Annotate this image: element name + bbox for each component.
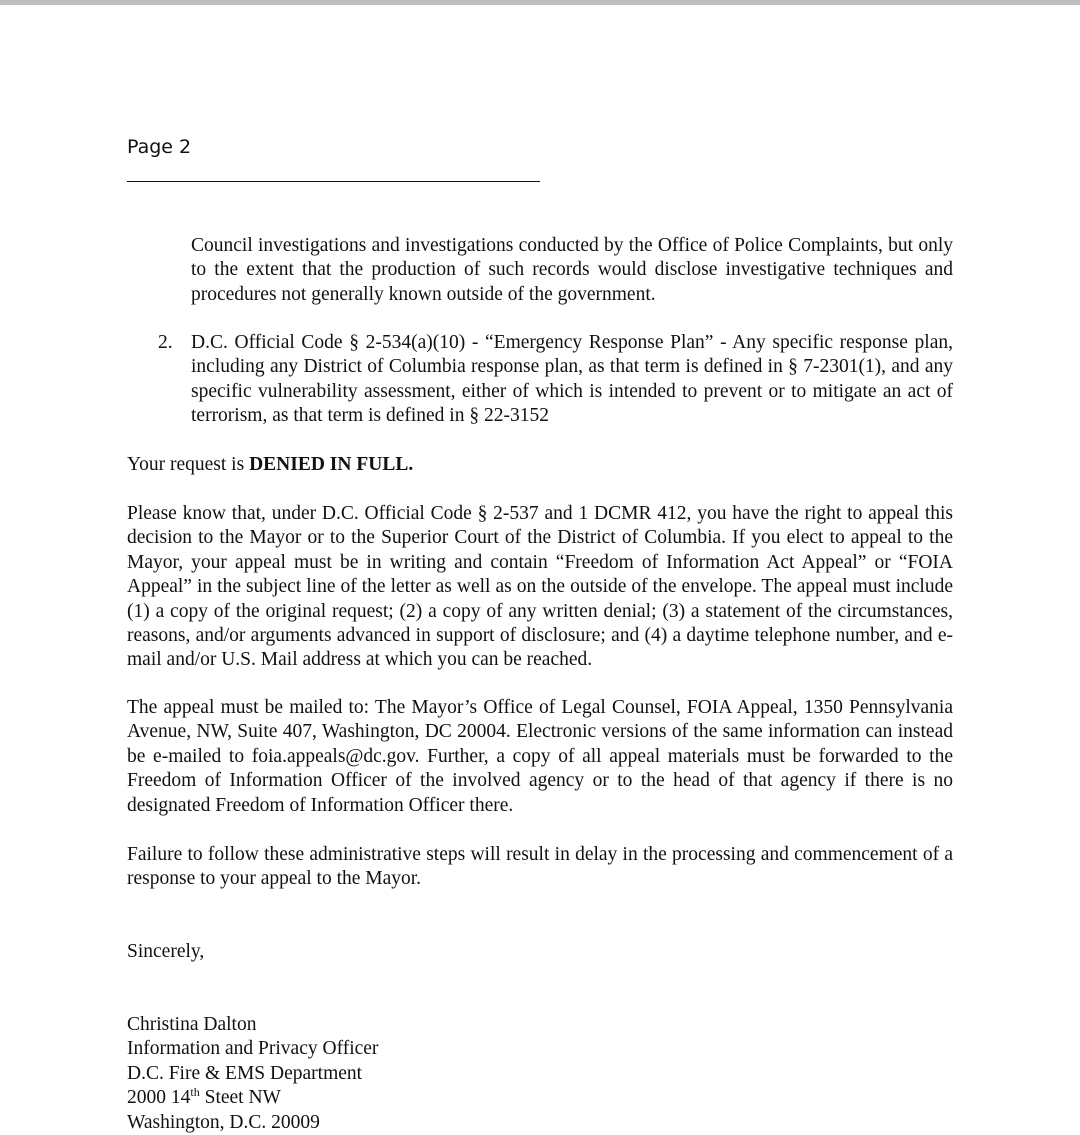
list-item-2-text: D.C. Official Code § 2-534(a)(10) - “Emergency Response Plan” - Any specific response plan, including any District of Columbia response plan, as that term is defined in § 7-2301(1), and any specific vulnerability assessment, either of which is intended to prevent or to mitigate an act of terrorism, as that term is defined in § 22-3152	[191, 332, 953, 427]
top-border	[0, 0, 1080, 5]
street-number: 2000 14	[127, 1087, 191, 1109]
appeal-rights-paragraph: Please know that, under D.C. Official Code § 2-537 and 1 DCMR 412, you have the right to appeal this decision to the Mayor or to the Superior Court of the District of Columbia. If you elect to appeal to the Mayor, your appeal must be in writing and contain “Freedom of Information Act Appeal” or “FOIA Appeal” in the subject line of the letter as well as on the outside of the envelope. The appeal must include (1) a copy of the original request; (2) a copy of any written denial; (3) a statement of the circumstances, reasons, and/or arguments advanced in support of disclosure; and (4) a daytime telephone number, and e-mail and/or U.S. Mail address at which you can be reached.	[127, 503, 953, 671]
signer-city-line: Washington, D.C. 20009	[127, 1111, 320, 1133]
signer-title: Information and Privacy Officer	[127, 1038, 379, 1060]
page-label: Page 2	[127, 136, 192, 158]
decision-line	[127, 453, 953, 477]
closing-salutation: Sincerely,	[127, 941, 205, 962]
list-item-1-continuation: Council investigations and investigations conducted by the Office of Police Complaints, but only to the extent that the production of such records would disclose investigative techniques and procedures not generally known outside of the government.	[191, 235, 953, 305]
signer-name: Christina Dalton	[127, 1014, 257, 1035]
street-ordinal-suffix: th	[190, 1085, 200, 1100]
street-name: Steet NW	[199, 1087, 281, 1109]
signer-department: D.C. Fire & EMS Department	[127, 1062, 363, 1084]
failure-notice-paragraph: Failure to follow these administrative steps will result in delay in the processing and commencement of a response to your appeal to the Mayor.	[127, 844, 953, 890]
header-rule	[127, 181, 540, 182]
decision-status: DENIED IN FULL.	[249, 454, 414, 475]
signer-street-address	[127, 1086, 627, 1110]
signature-block	[127, 1013, 627, 1135]
list-item-2-number: 2.	[158, 332, 173, 353]
appeal-mailing-paragraph: The appeal must be mailed to: The Mayor’s Office of Legal Counsel, FOIA Appeal, 1350 Pennsylvania Avenue, NW, Suite 407, Washington, DC 20004. Electronic versions of the same information can instead be e-mailed to foia.appeals@dc.gov. Further, a copy of all appeal materials must be forwarded to the Freedom of Information Officer of the involved agency or to the head of that agency if there is no designated Freedom of Information Officer there.	[127, 697, 953, 816]
decision-prefix: Your request is	[127, 454, 245, 475]
